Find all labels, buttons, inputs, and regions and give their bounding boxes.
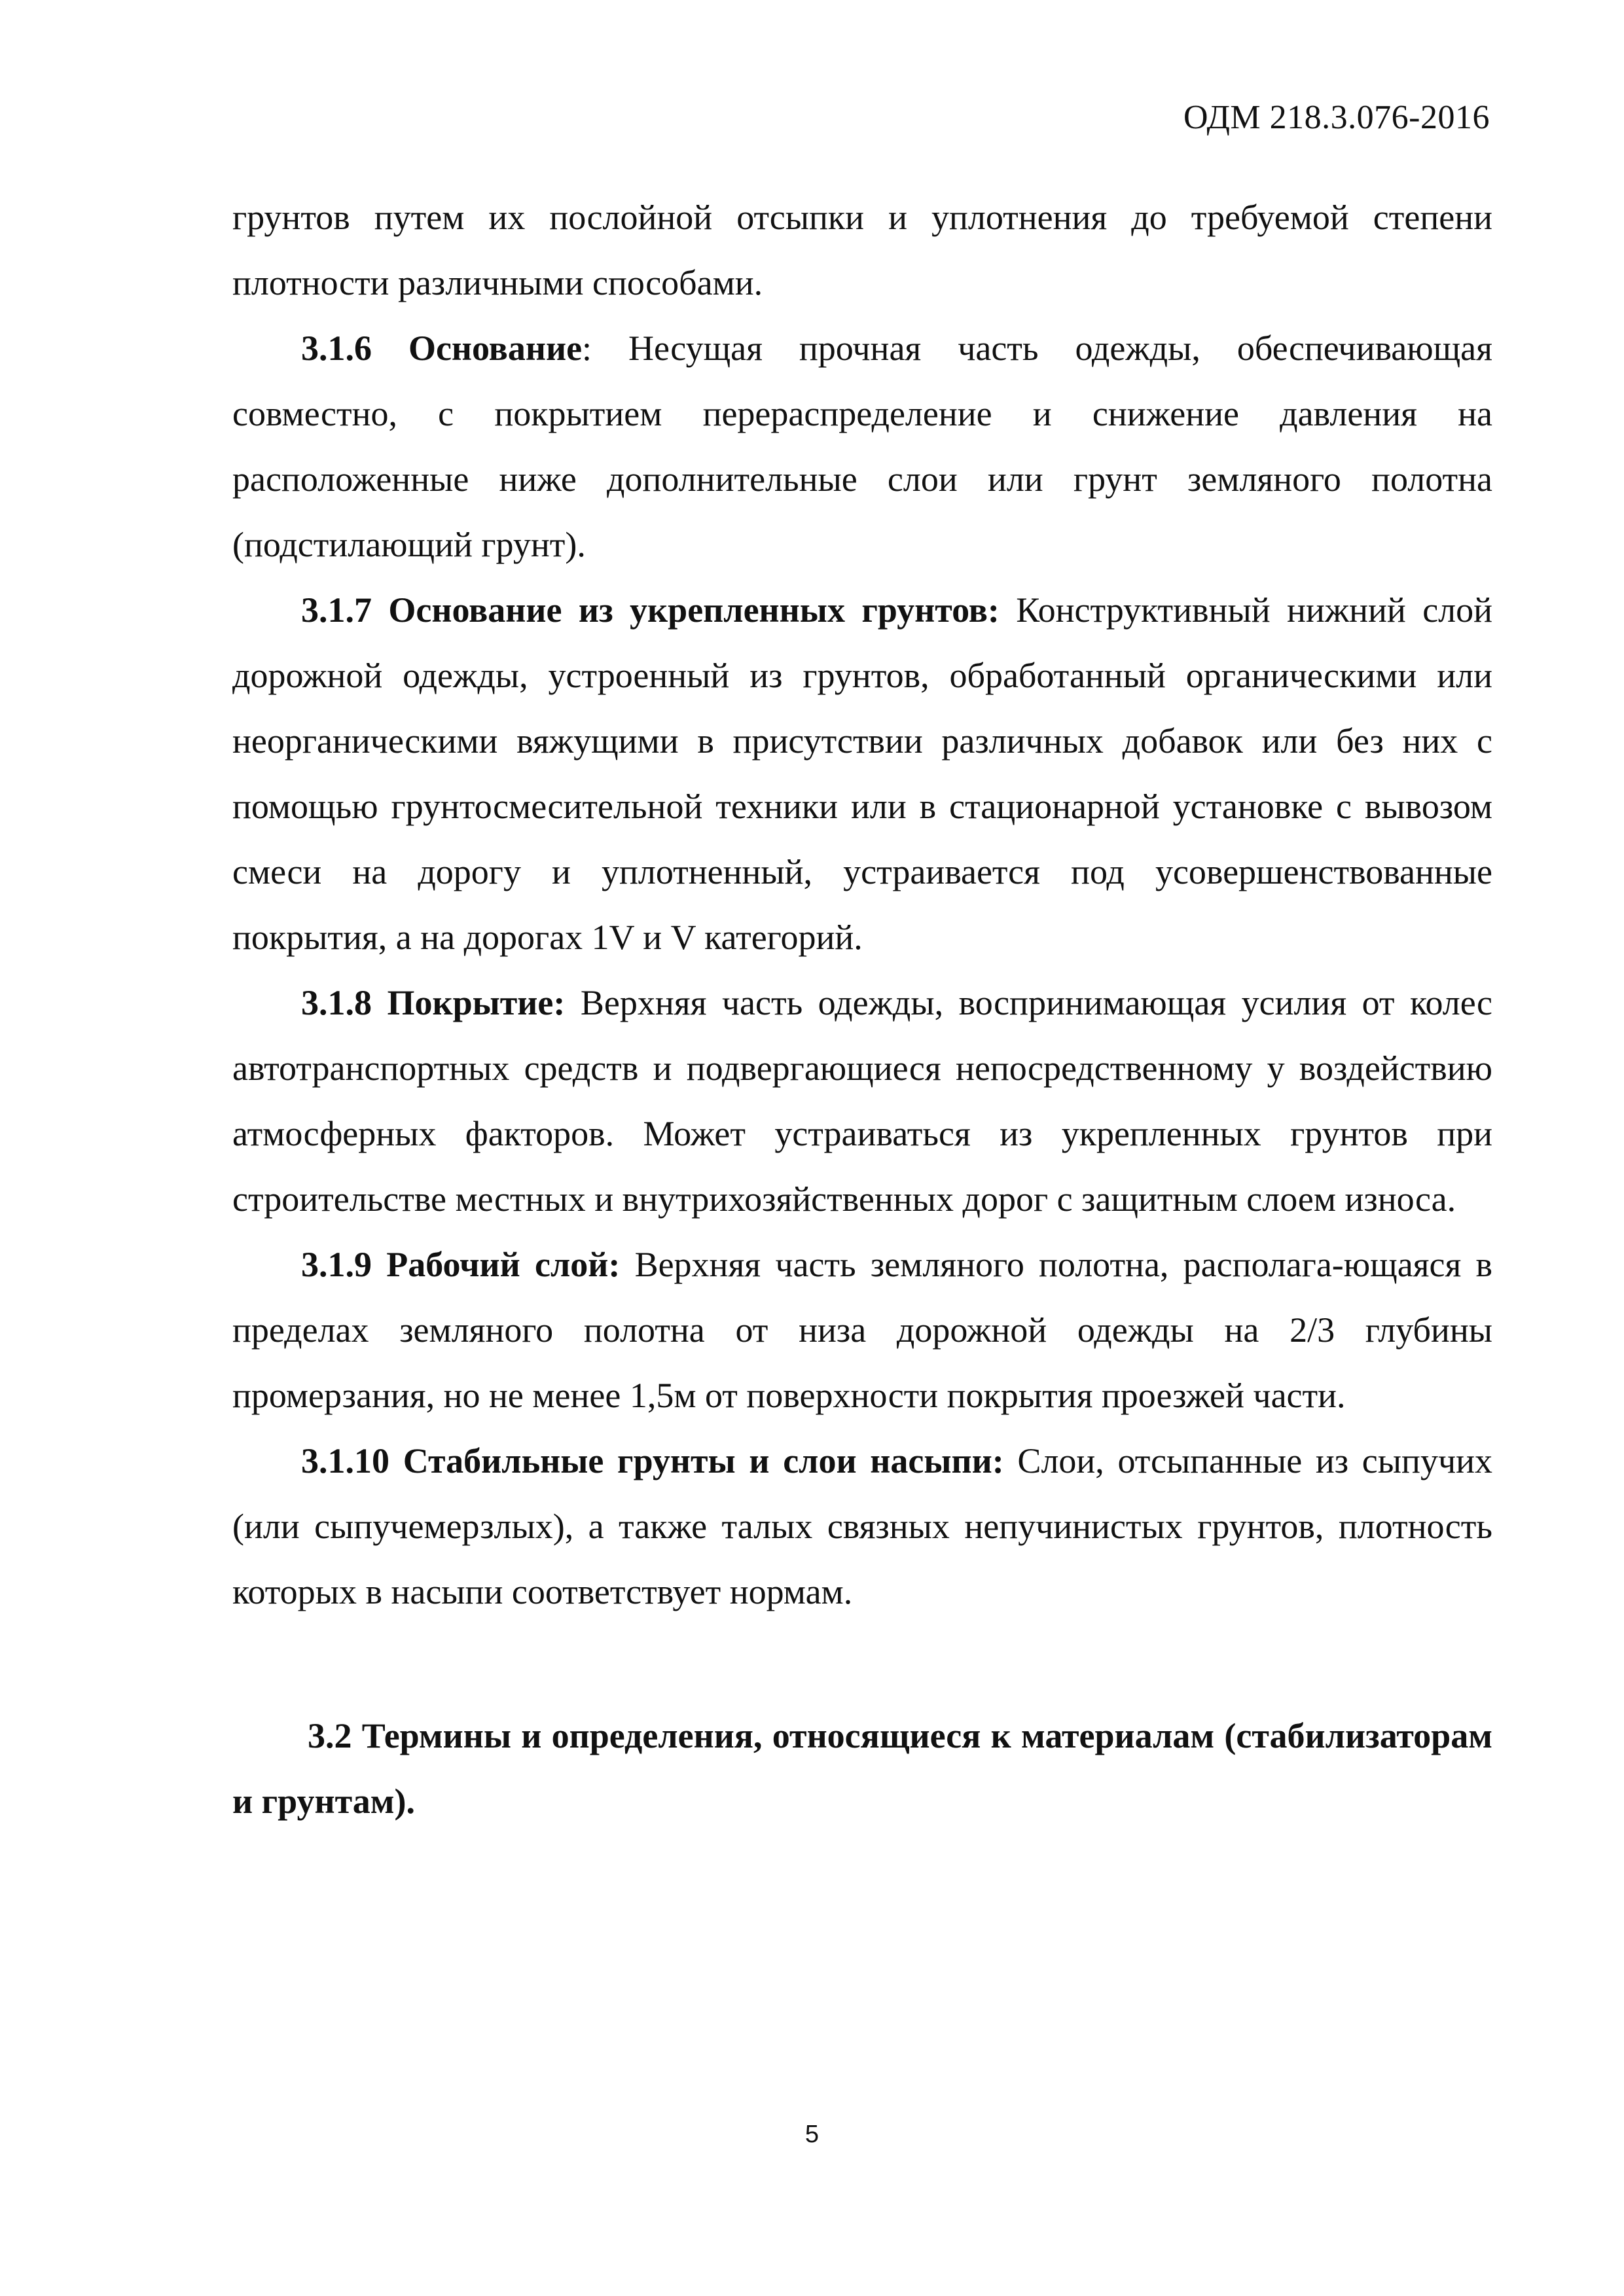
term-label: 3.1.9 Рабочий слой: xyxy=(301,1245,621,1284)
term-label: 3.1.7 Основание из укрепленных грунтов: xyxy=(301,590,1000,630)
term-label: 3.1.10 Стабильные грунты и слои насыпи: xyxy=(301,1441,1004,1480)
definition-3-1-9 xyxy=(232,1232,1492,1428)
term-separator: : xyxy=(582,329,628,368)
paragraph-text: грунтов путем их послойной отсыпки и уплотнения до требуемой степени плотности различными способами. xyxy=(232,198,1492,302)
definition-3-1-6 xyxy=(232,315,1492,577)
page-number: 5 xyxy=(804,2121,820,2148)
definition-3-1-10 xyxy=(232,1428,1492,1624)
document-code-header: ОДМ 218.3.076-2016 xyxy=(1183,99,1490,136)
definition-3-1-8 xyxy=(232,970,1492,1232)
definition-3-1-7 xyxy=(232,577,1492,970)
term-label: 3.1.6 Основание xyxy=(301,329,583,368)
definition-text: Верхняя часть одежды, воспринимающая усилия от колес автотранспортных средств и подвергающиеся непосредственному у воздействию атмосферных факторов. Может устраиваться из укрепленных грунтов при строительстве местных и внутрихозяйственных дорог с защитным слоем износа. xyxy=(232,983,1493,1219)
term-separator xyxy=(1000,590,1016,630)
paragraph-continuation xyxy=(232,185,1492,315)
section-heading-3-2: 3.2 Термины и определения, относящиеся к материалам (стабилизаторам и грунтам). xyxy=(232,1716,1492,1821)
definition-text: Верхняя часть земляного полотна, располага-ющаяся в пределах земляного полотна от низа дорожной одежды на 2/3 глубины промерзания, но не менее 1,5м от поверхности покрытия проезжей части. xyxy=(232,1245,1493,1415)
definition-text: Конструктивный нижний слой дорожной одежды, устроенный из грунтов, обработанный органическими или неорганическими вяжущими в присутствии различных добавок или без них с помощью грунтосмесительной техники или в стационарной установке с вывозом смеси на дорогу и уплотненный, устраивается под усовершенствованные покрытия, а на дорогах 1V и V категорий. xyxy=(232,590,1493,957)
definition-text: Слои, отсыпанные из сыпучих (или сыпучемерзлых), а также талых связных непучинистых грунтов, плотность которых в насыпи соответствует нормам. xyxy=(232,1441,1492,1611)
document-body xyxy=(232,185,1492,1869)
definition-text: Несущая прочная часть одежды, обеспечивающая совместно, с покрытием перераспределение и снижение давления на расположенные ниже дополнительные слои или грунт земляного полотна (подстилающий грунт). xyxy=(232,329,1492,564)
term-separator xyxy=(1004,1441,1018,1480)
term-label: 3.1.8 Покрытие: xyxy=(301,983,566,1022)
term-separator xyxy=(565,983,580,1022)
term-separator xyxy=(620,1245,634,1284)
